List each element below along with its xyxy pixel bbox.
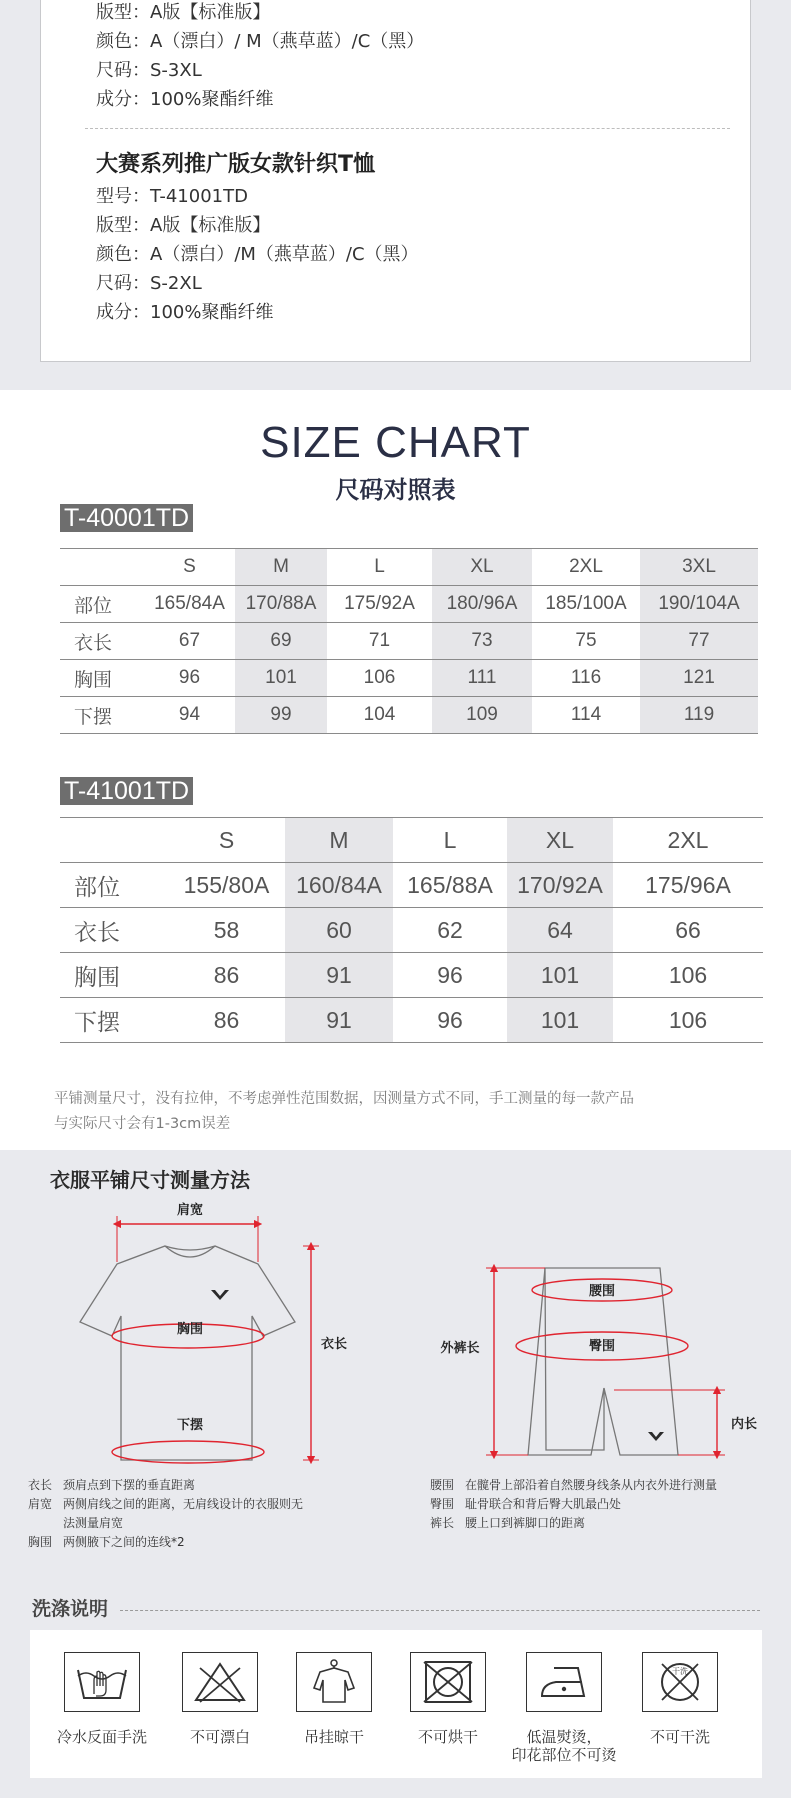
product-divider (85, 128, 730, 129)
size-value-cell: 180/96A (432, 586, 532, 623)
wash-section (0, 1580, 791, 1798)
wash-label: 冷水反面手洗 (56, 1728, 147, 1746)
size-chart-title: SIZE CHART (260, 418, 531, 467)
wash-icons-box (30, 1630, 762, 1778)
size-value-cell: 170/92A (507, 863, 613, 908)
size-value-cell: 119 (640, 697, 758, 734)
size-value-cell: 58 (168, 908, 285, 953)
size-value-cell: 62 (393, 908, 507, 953)
def-row (28, 1476, 368, 1495)
pants-logo-icon (648, 1432, 664, 1441)
size-value-cell: 86 (168, 953, 285, 998)
size-value-cell: 175/96A (613, 863, 763, 908)
def-row (430, 1495, 780, 1514)
size-value-cell: 69 (235, 623, 327, 660)
no-bleach-icon (182, 1652, 258, 1712)
wash-label: 不可漂白 (189, 1728, 250, 1746)
product1-sizes: 尺码：S-3XL (96, 60, 202, 81)
def-value: 两侧肩线之间的距离，无肩线设计的衣服则无法测量肩宽 (63, 1497, 304, 1530)
size-row (60, 908, 763, 953)
size-header-row (60, 818, 763, 863)
wash-item (504, 1652, 624, 1764)
size-header-cell: M (285, 818, 393, 863)
row-label-cell: 部位 (60, 863, 168, 908)
size-value-cell: 101 (507, 953, 613, 998)
row-label-cell: 下摆 (60, 697, 144, 734)
size-value-cell: 106 (613, 998, 763, 1043)
def-value: 在髋骨上部沿着自然腰身线条从内衣外进行测量 (465, 1478, 718, 1492)
size-row (60, 623, 758, 660)
wash-item (274, 1652, 394, 1746)
row-label-cell: 下摆 (60, 998, 168, 1043)
wash-label: 不可烘干 (417, 1728, 478, 1746)
def-value: 腰上口到裤脚口的距离 (465, 1516, 586, 1530)
size-header-cell: 2XL (532, 549, 640, 586)
table2-tag: T-41001TD (60, 777, 193, 805)
measure-section (0, 1150, 791, 1580)
product-info-box (40, 0, 751, 362)
size-table-2 (60, 817, 763, 1043)
size-header-cell: L (327, 549, 432, 586)
size-value-cell: 106 (613, 953, 763, 998)
row-label-cell: 衣长 (60, 908, 168, 953)
size-value-cell: 86 (168, 998, 285, 1043)
size-row (60, 863, 763, 908)
size-value-cell: 160/84A (285, 863, 393, 908)
size-header-cell: XL (507, 818, 613, 863)
def-value: 耻骨联合和背后臀大肌最凸处 (465, 1497, 622, 1511)
product2-specs (96, 148, 419, 327)
def-value: 两侧腋下之间的连线*2 (63, 1535, 185, 1549)
def-row (430, 1514, 780, 1533)
product2-model: 型号：T-41001TD (96, 186, 248, 207)
note-line-1: 平铺测量尺寸，没有拉伸，不考虑弹性范围数据，因测量方式不同，手工测量的每一款产品 (54, 1091, 634, 1107)
row-label-cell: 胸围 (60, 660, 144, 697)
size-value-cell: 111 (432, 660, 532, 697)
no-dry-clean-icon (642, 1652, 718, 1712)
size-value-cell: 96 (144, 660, 235, 697)
product2-material: 成分：100%聚酯纤维 (96, 302, 274, 323)
wash-label (504, 1728, 624, 1764)
row-label-cell: 衣长 (60, 623, 144, 660)
shoulder-label: 肩宽 (176, 1203, 204, 1218)
product2-version: 版型：A版【标准版】 (96, 215, 271, 236)
size-value-cell: 165/84A (144, 586, 235, 623)
product1-specs (96, 0, 424, 114)
hip-label: 臀围 (588, 1339, 616, 1354)
def-key: 衣长 (28, 1478, 53, 1492)
wash-item (42, 1652, 162, 1746)
table1-tag: T-40001TD (60, 504, 193, 532)
brand-logo-icon (211, 1290, 229, 1300)
size-header-cell: L (393, 818, 507, 863)
outseam-label: 外裤长 (440, 1341, 480, 1356)
hand-wash-icon (64, 1652, 140, 1712)
size-header-cell (60, 818, 168, 863)
size-value-cell: 101 (507, 998, 613, 1043)
size-value-cell: 155/80A (168, 863, 285, 908)
product1-colors: 颜色：A（漂白）/ M（燕草蓝）/C（黑） (96, 31, 425, 52)
size-value-cell: 96 (393, 953, 507, 998)
def-row (430, 1476, 780, 1495)
size-row (60, 998, 763, 1043)
def-key: 裤长 (430, 1516, 455, 1530)
size-value-cell: 185/100A (532, 586, 640, 623)
wash-label-line2: 印花部位不可烫 (511, 1746, 617, 1764)
wash-title-divider (120, 1610, 760, 1611)
wash-label: 吊挂晾干 (303, 1728, 364, 1746)
size-value-cell: 73 (432, 623, 532, 660)
def-key: 腰围 (430, 1478, 455, 1492)
size-value-cell: 106 (327, 660, 432, 697)
low-iron-icon (526, 1652, 602, 1712)
row-label-cell: 胸围 (60, 953, 168, 998)
size-value-cell: 96 (393, 998, 507, 1043)
size-value-cell: 170/88A (235, 586, 327, 623)
size-header-cell: XL (432, 549, 532, 586)
def-row (28, 1533, 368, 1552)
size-header-row (60, 549, 758, 586)
size-value-cell: 75 (532, 623, 640, 660)
note-line-2: 与实际尺寸会有1-3cm误差 (54, 1116, 231, 1132)
wash-title: 洗涤说明 (32, 1598, 109, 1620)
size-value-cell: 67 (144, 623, 235, 660)
wash-label: 不可干洗 (649, 1728, 710, 1746)
def-key: 肩宽 (28, 1497, 53, 1511)
wash-item (160, 1652, 280, 1746)
size-value-cell: 77 (640, 623, 758, 660)
product2-colors: 颜色：A（漂白）/M（燕草蓝）/C（黑） (96, 244, 419, 265)
length-label: 衣长 (320, 1337, 348, 1352)
def-value: 颈肩点到下摆的垂直距离 (63, 1478, 196, 1492)
measure-title: 衣服平铺尺寸测量方法 (50, 1168, 250, 1192)
dry-clean-icon-text: 干洗 (672, 1667, 688, 1676)
size-value-cell: 165/88A (393, 863, 507, 908)
size-value-cell: 99 (235, 697, 327, 734)
size-value-cell: 109 (432, 697, 532, 734)
def-key: 臀围 (430, 1497, 455, 1511)
size-chart-subtitle: 尺码对照表 (335, 476, 456, 504)
size-header-cell: 3XL (640, 549, 758, 586)
waist-label: 腰围 (588, 1284, 616, 1299)
def-key: 胸围 (28, 1535, 53, 1549)
size-value-cell: 94 (144, 697, 235, 734)
size-row (60, 697, 758, 734)
chest-label: 胸围 (176, 1322, 204, 1337)
product-info-section (0, 0, 791, 390)
size-header-cell (60, 549, 144, 586)
size-value-cell: 101 (235, 660, 327, 697)
product2-title: 大赛系列推广版女款针织T恤 (96, 152, 376, 177)
size-value-cell: 190/104A (640, 586, 758, 623)
size-table-1 (60, 548, 758, 734)
size-value-cell: 175/92A (327, 586, 432, 623)
inseam-label: 内长 (730, 1417, 758, 1432)
wash-item (388, 1652, 508, 1746)
size-header-cell: M (235, 549, 327, 586)
size-value-cell: 121 (640, 660, 758, 697)
size-value-cell: 116 (532, 660, 640, 697)
size-value-cell: 91 (285, 998, 393, 1043)
size-row (60, 953, 763, 998)
size-row (60, 660, 758, 697)
size-value-cell: 104 (327, 697, 432, 734)
size-value-cell: 91 (285, 953, 393, 998)
size-value-cell: 60 (285, 908, 393, 953)
wash-label-line1: 低温熨烫， (526, 1728, 602, 1746)
measurement-note (54, 1087, 754, 1137)
pants-definitions (430, 1476, 780, 1533)
size-header-cell: S (144, 549, 235, 586)
wash-item (620, 1652, 740, 1746)
no-tumble-dry-icon (410, 1652, 486, 1712)
def-row (28, 1495, 368, 1533)
measure-diagram (0, 1150, 791, 1480)
product1-version: 版型：A版【标准版】 (96, 2, 271, 23)
hem-label: 下摆 (176, 1418, 204, 1433)
product2-sizes: 尺码：S-2XL (96, 273, 202, 294)
size-header-cell: 2XL (613, 818, 763, 863)
size-value-cell: 66 (613, 908, 763, 953)
size-value-cell: 71 (327, 623, 432, 660)
shirt-definitions (28, 1476, 368, 1552)
row-label-cell: 部位 (60, 586, 144, 623)
size-value-cell: 114 (532, 697, 640, 734)
product1-material: 成分：100%聚酯纤维 (96, 89, 274, 110)
hang-dry-icon (296, 1652, 372, 1712)
size-value-cell: 64 (507, 908, 613, 953)
size-row (60, 586, 758, 623)
size-header-cell: S (168, 818, 285, 863)
